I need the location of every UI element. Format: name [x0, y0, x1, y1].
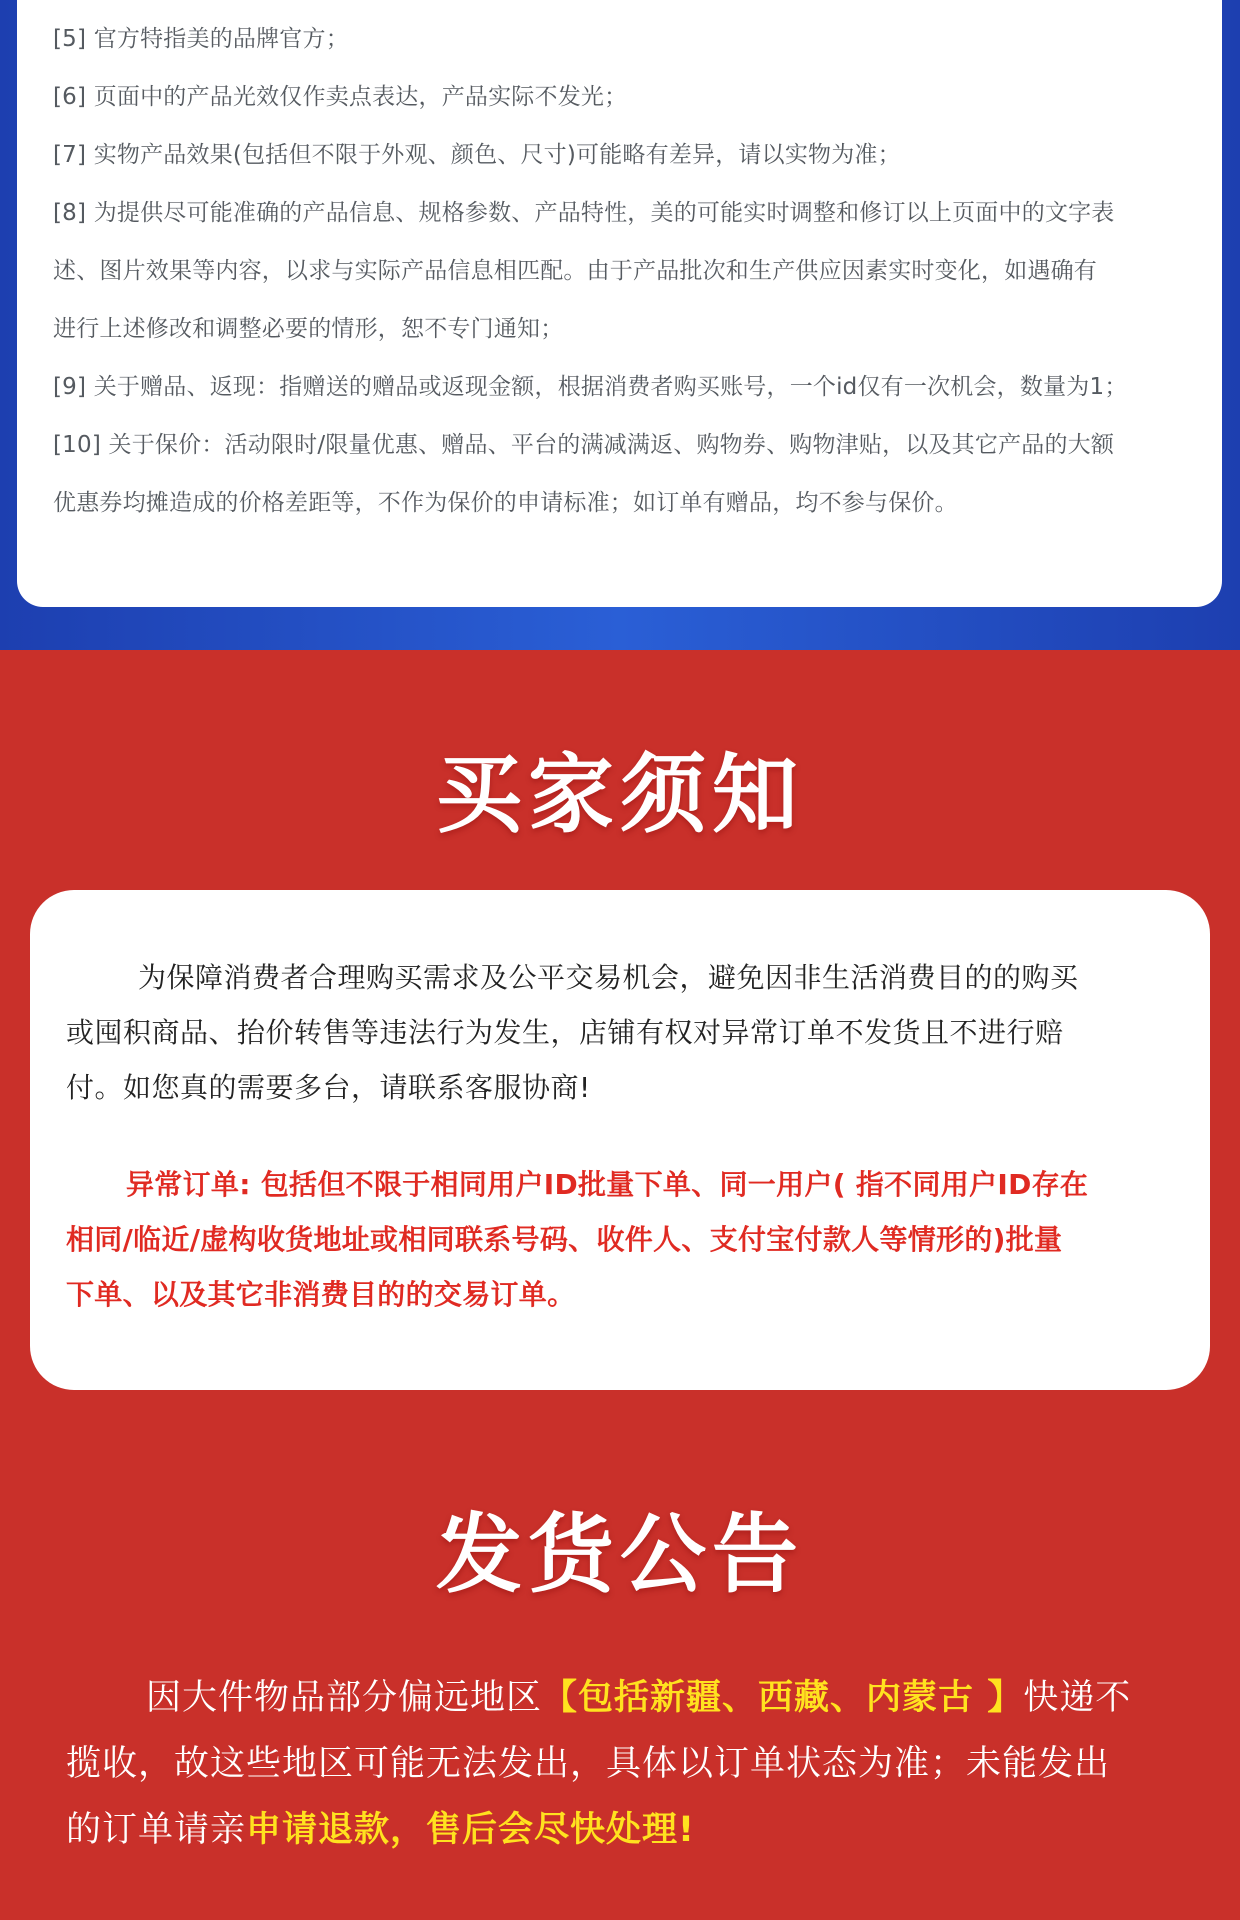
disclaimer-notes-card — [17, 0, 1222, 607]
remote-regions-highlight: 【包括新疆、西藏、内蒙古 】 — [542, 1678, 1024, 1718]
buyer-notice-card — [30, 890, 1210, 1390]
abnormal-order-block — [66, 1157, 1174, 1322]
note-line-10-cont: 优惠券均摊造成的价格差距等，不作为保价的申请标准；如订单有赠品，均不参与保价。 — [53, 490, 958, 516]
refund-highlight: 申请退款，售后会尽快处理! — [246, 1810, 695, 1850]
shipping-line-1-prefix: 因大件物品部分偏远地区 — [146, 1678, 543, 1718]
note-line-9: [9] 关于赠品、返现：指赠送的赠品或返现金额，根据消费者购买账号，一个id仅有一次机会，数量为1； — [53, 374, 1128, 400]
shipping-line-1-suffix: 快递不 — [1023, 1678, 1132, 1718]
shipping-line-3 — [66, 1797, 1206, 1863]
abnormal-order-line-3: 下单、以及其它非消费目的的交易订单。 — [66, 1278, 576, 1311]
buyer-notice-title: 买家须知 — [436, 745, 804, 845]
blue-header-band — [0, 0, 1240, 650]
abnormal-order-line-2: 相同/临近/虚构收货地址或相同联系号码、收件人、支付宝付款人等情形的)批量 — [66, 1223, 1063, 1256]
buyer-paragraph-line-2: 或囤积商品、抬价转售等违法行为发生，店铺有权对异常订单不发货且不进行赔 — [66, 1016, 1064, 1049]
shipping-notice-title: 发货公告 — [436, 1505, 804, 1605]
buyer-paragraph-line-1: 为保障消费者合理购买需求及公平交易机会，避免因非生活消费目的的购买 — [138, 961, 1079, 994]
shipping-line-1 — [66, 1665, 1206, 1731]
note-line-8: [8] 为提供尽可能准确的产品信息、规格参数、产品特性，美的可能实时调整和修订以上页面中的文字表 — [53, 200, 1115, 226]
note-line-6: [6] 页面中的产品光效仅作卖点表达，产品实际不发光； — [53, 84, 628, 110]
buyer-paragraph-line-3: 付。如您真的需要多台，请联系客服协商! — [66, 1071, 591, 1104]
shipping-notice-text — [66, 1665, 1206, 1863]
abnormal-order-line-1: 异常订单: 包括但不限于相同用户ID批量下单、同一用户( 指不同用户ID存在 — [126, 1168, 1089, 1201]
note-line-5: [5] 官方特指美的品牌官方； — [53, 26, 349, 52]
note-line-8-cont-1: 述、图片效果等内容，以求与实际产品信息相匹配。由于产品批次和生产供应因素实时变化，如遇确有 — [53, 258, 1097, 284]
note-line-8-cont-2: 进行上述修改和调整必要的情形，恕不专门通知； — [53, 316, 564, 342]
shipping-line-2: 揽收，故这些地区可能无法发出，具体以订单状态为准；未能发出 — [66, 1744, 1111, 1784]
shipping-line-3-prefix: 的订单请亲 — [66, 1810, 247, 1850]
note-line-7: [7] 实物产品效果(包括但不限于外观、颜色、尺寸)可能略有差异，请以实物为准； — [53, 142, 901, 168]
note-line-10: [10] 关于保价：活动限时/限量优惠、赠品、平台的满减满返、购物券、购物津贴，以及其它产品的大额 — [53, 432, 1115, 458]
